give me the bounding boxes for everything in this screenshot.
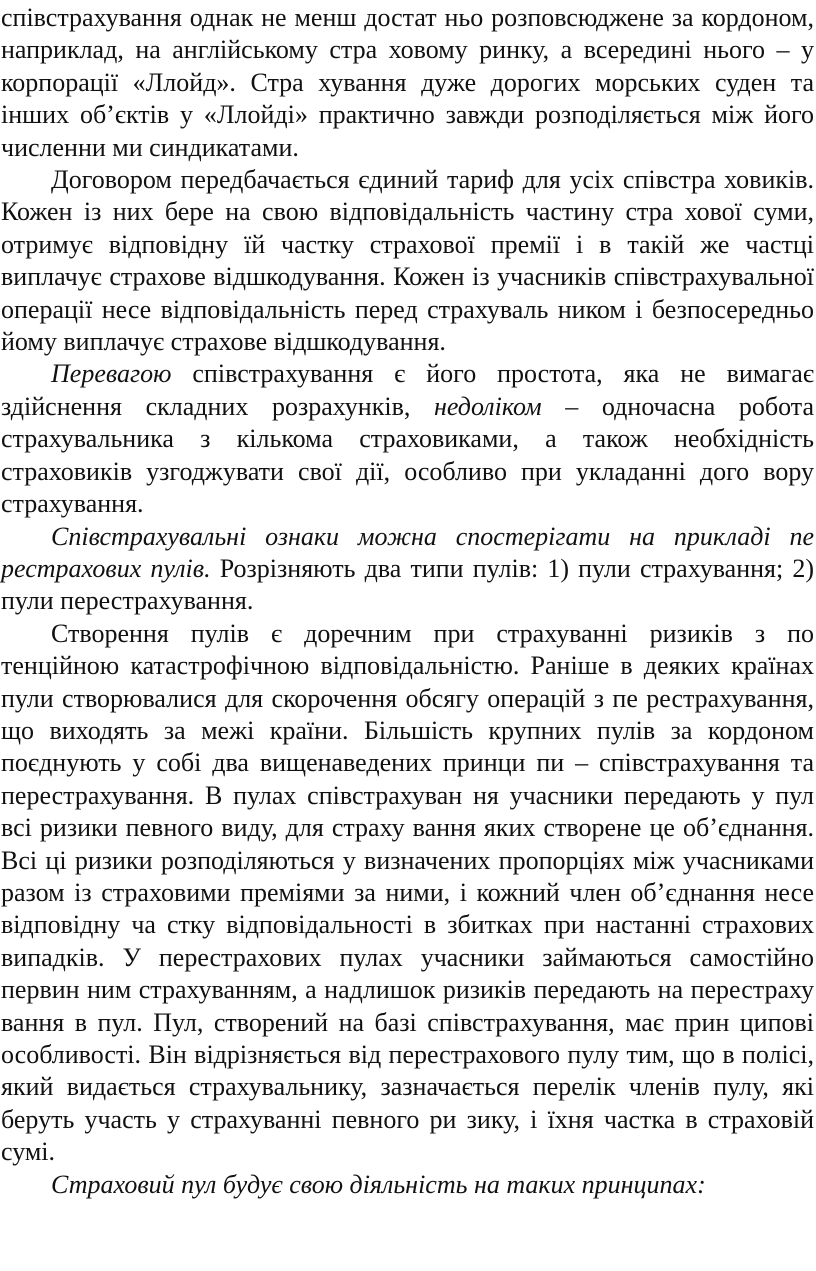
paragraph-pool-principles (0, 1169, 814, 1201)
paragraph-pools-intro (0, 521, 814, 618)
paragraph-pool-creation: Створення пулів є доречним при страхуванні ризиків з по тенційною катастрофічною відповідальністю. Раніше в деяких країнах пули створювалися для скорочення обсягу операцій з пе рестрахування, що виходять за межі країни. Більшість крупних пулів за кордоном поєднують у собі два вищенаведених принци пи – співстрахування та перестрахування. В пулах співстрахуван ня учасники передають у пул всі ризики певного виду, для страху вання яких створене це об’єднання. Всі ці ризики розподіляються у визначених пропорціях між учасниками разом із страховими преміями за ними, і кожний член об’єднання несе відповідну ча стку відповідальності в збитках при настанні страхових випадків. У перестрахових пулах учасники займаються самостійно первин ним страхуванням, а надлишок ризиків передають на перестраху вання в пул. Пул, створений на базі співстрахування, має прин ципові особливості. Він відрізняється від перестрахового пулу тим, що в полісі, який видається страхувальнику, зазначається перелік членів пулу, які беруть участь у страхуванні певного ри зику, і їхня частка в страховій сумі. (1, 618, 814, 1167)
italic-heading-pools: Співстрахувальні ознаки можна спостерігати на прикладі пе рестрахових пулів. (1, 521, 814, 583)
italic-term-advantage: Перевагою (51, 359, 172, 389)
paragraph-text: – одночасна робота страхувальника з кількома страховиками, а також необхідність страховиків узгоджувати свої дії, особливо при укладанні дого вору страхування. (1, 391, 815, 519)
paragraph-single-tariff: Договором передбачається єдиний тариф для усіх співстра ховиків. Кожен із них бере на свою відповідальність частину стра хової суми, отримує відповідну їй частку страхової премії і в такій же частці виплачує страхове відшкодування. Кожен із учасників співстрахувальної операції несе відповідальність перед страхуваль ником і безпосередньо йому виплачує страхове відшкодування. (1, 165, 814, 357)
paragraph-text: співстрахування є його простота, яка не вимагає здійснення складних розрахунків, (1, 359, 814, 421)
paragraph-advantages (0, 358, 814, 520)
italic-heading-principles: Страховий пул будує свою діяльність на таких принципах: (51, 1169, 706, 1199)
paragraph-coinsurance-lloyds: співстрахування однак не менш достат ньо розповсюджене за кордоном, наприклад, на англійському стра ховому ринку, а всередині нього – у корпорації «Ллойд». Стра хування дуже дорогих морських суден та інших об’єктів у «Ллойді» практично завжди розподіляється між його численни ми синдикатами. (1, 3, 814, 162)
paragraph-text: Розрізняють два типи пулів: 1) пули страхування; 2) пули перестрахування. (1, 553, 815, 616)
italic-term-disadvantage: недоліком (434, 391, 542, 421)
